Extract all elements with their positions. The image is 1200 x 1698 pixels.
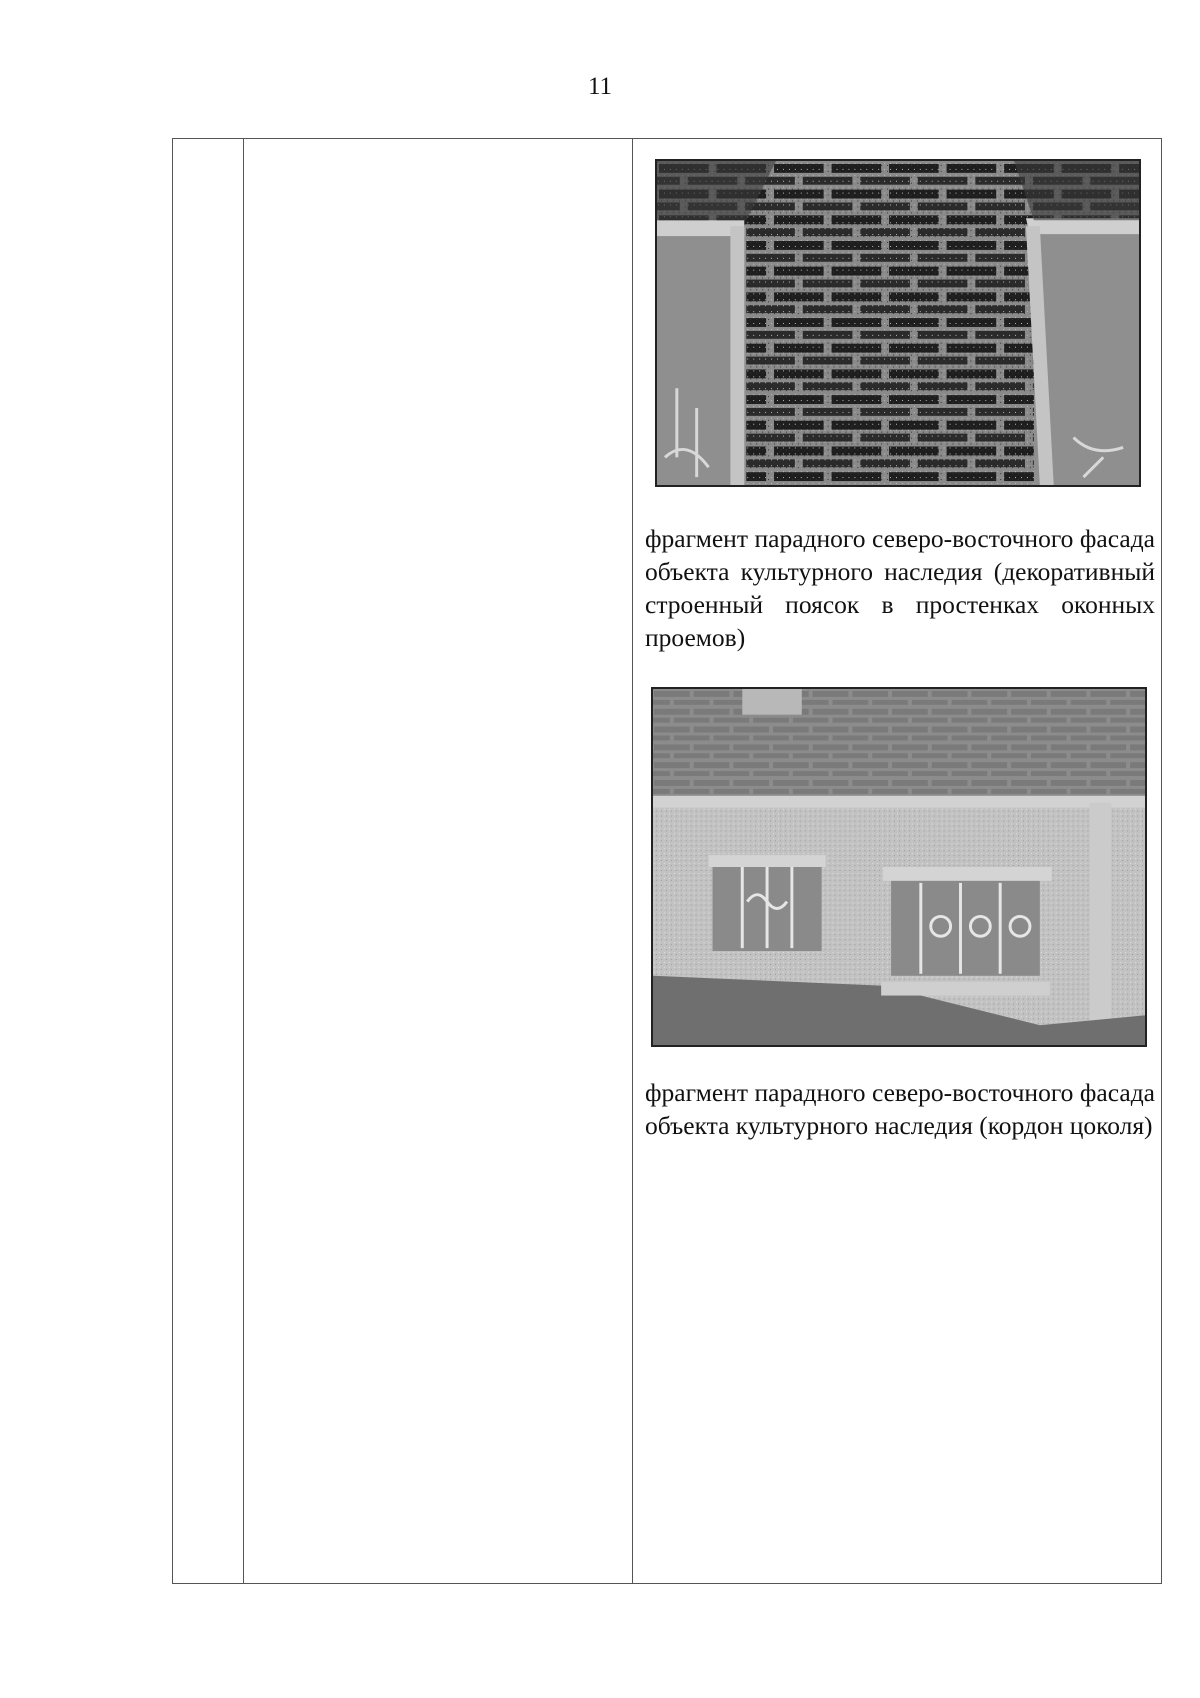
document-table [172,138,1162,1584]
facade-photo-brick-belt [655,159,1141,487]
table-cell-figures [633,139,1161,1583]
plinth-image [653,689,1145,1045]
table-column-divider-1 [243,139,244,1583]
brick-wall-image [657,161,1139,485]
figure-caption-1: фрагмент парадного северо-восточного фасада объекта культурного наследия (декоративный строенный поясок в простенках оконных проемов) [645,524,1155,652]
facade-photo-plinth-cordon [651,687,1147,1047]
figure-caption-2: фрагмент парадного северо-восточного фасада объекта культурного наследия (кордон цоколя) [645,1078,1155,1140]
page-number: 11 [587,73,613,100]
